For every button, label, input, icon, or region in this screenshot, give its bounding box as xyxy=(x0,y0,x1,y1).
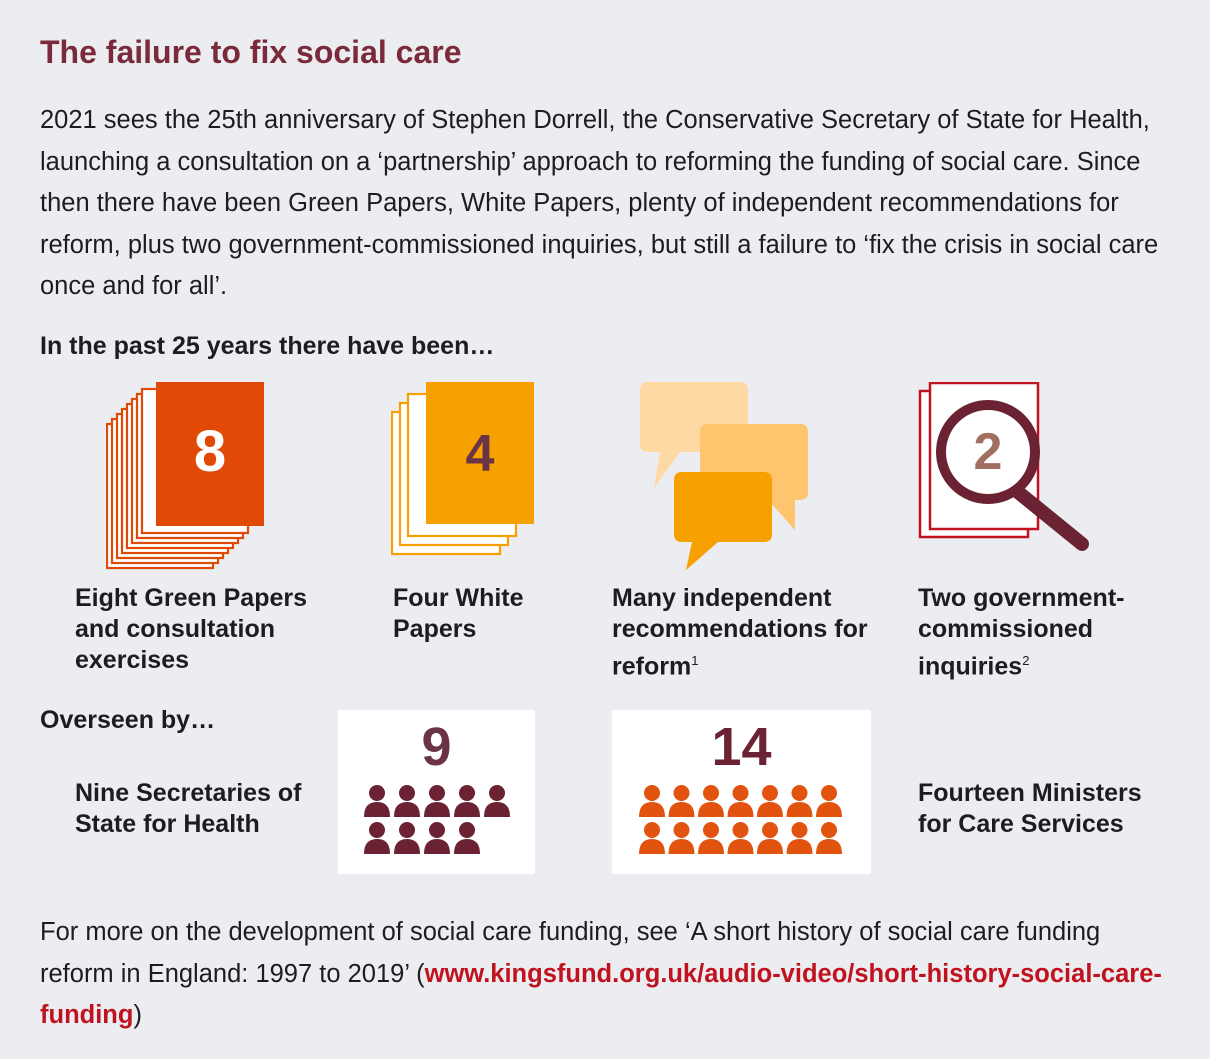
secretaries-box xyxy=(338,710,535,874)
person-icon xyxy=(669,822,695,854)
kingsfund-link[interactable]: www.kingsfund.org.uk/audio-video/short-history-social-care-funding xyxy=(40,959,1162,1029)
person-icon xyxy=(787,822,813,854)
person-icon xyxy=(639,822,665,854)
inquiries-label xyxy=(918,583,1178,682)
ministers-number: 14 xyxy=(711,717,772,777)
person-icon xyxy=(454,822,480,854)
magnifying-glass-icon xyxy=(918,382,1093,557)
overseen-heading: Overseen by… xyxy=(40,706,216,734)
person-icon xyxy=(424,822,450,854)
ministers-box xyxy=(612,710,871,874)
person-icon xyxy=(698,785,724,817)
person-icon xyxy=(639,785,665,817)
person-icon xyxy=(364,785,390,817)
secretaries-label: Nine Secretaries of State for Health xyxy=(75,779,302,838)
speech-bubbles-icon xyxy=(640,382,810,572)
secretaries-number: 9 xyxy=(421,717,452,777)
person-icon xyxy=(698,822,724,854)
person-icon xyxy=(787,785,813,817)
green-papers-stack-icon xyxy=(106,382,266,570)
person-icon xyxy=(484,785,510,817)
footnote-2: 2 xyxy=(1022,653,1030,668)
inquiries-number: 2 xyxy=(973,423,1003,481)
person-icon xyxy=(816,822,842,854)
recommendations-label xyxy=(612,583,872,682)
person-icon xyxy=(669,785,695,817)
footnote-1: 1 xyxy=(691,653,699,668)
inquiries-label-text: Two government-commissioned inquiries xyxy=(918,584,1125,681)
ministers-label: Fourteen Ministers for Care Services xyxy=(918,779,1142,838)
intro-paragraph: 2021 sees the 25th anniversary of Stephen Dorrell, the Conservative Secretary of State for Health, launching a consultation on a ‘partnership’ approach to reforming the funding of social care. Since then there have been Green Papers, White Papers, plenty of independent recommendations for reform, plus two government-commissioned inquiries, but still a failure to ‘fix the crisis in social care once and for all’. xyxy=(40,106,1159,300)
footer-text-end: ) xyxy=(133,1001,142,1029)
white-papers-label: Four White Papers xyxy=(393,584,524,643)
person-icon xyxy=(816,785,842,817)
footer-text: For more on the development of social care funding, see ‘A short history of social care funding reform in England: 1997 to 2019’ ( xyxy=(40,918,1101,988)
person-icon xyxy=(424,785,450,817)
secretaries-people-icons xyxy=(338,780,535,870)
green-papers-number: 8 xyxy=(193,419,227,484)
ministers-people-icons xyxy=(612,780,871,870)
person-icon xyxy=(394,822,420,854)
green-papers-label: Eight Green Papers and consultation exercises xyxy=(75,584,308,674)
person-icon xyxy=(454,785,480,817)
person-icon xyxy=(757,785,783,817)
person-icon xyxy=(394,785,420,817)
past-years-heading: In the past 25 years there have been… xyxy=(40,332,495,360)
white-papers-stack-icon xyxy=(391,382,536,557)
person-icon xyxy=(757,822,783,854)
white-papers-number: 4 xyxy=(465,425,495,483)
footer-paragraph xyxy=(40,912,1170,1037)
person-icon xyxy=(364,822,390,854)
page-title: The failure to fix social care xyxy=(40,34,462,70)
person-icon xyxy=(728,822,754,854)
recommendations-label-text: Many independent recommendations for reform xyxy=(612,584,868,681)
person-icon xyxy=(728,785,754,817)
